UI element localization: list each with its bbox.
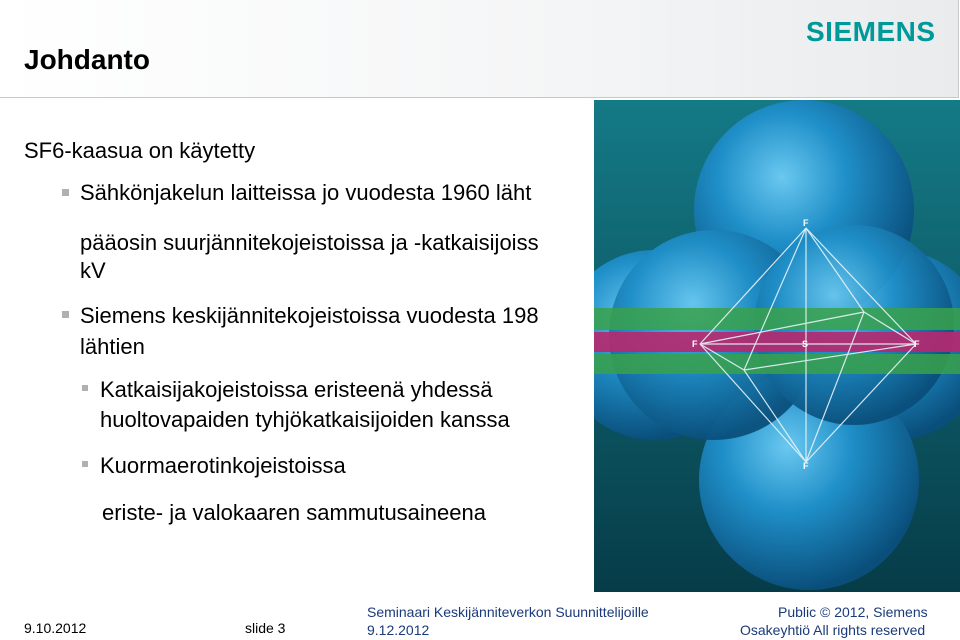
atom-label-f-right: F — [914, 339, 920, 349]
footer-slide-number: slide 3 — [245, 620, 286, 636]
bullet-line-5: lähtien — [80, 334, 145, 359]
page-title: Johdanto — [24, 44, 150, 75]
bullet-line-3: kV — [80, 258, 106, 283]
sub-bullet-line-2: huoltovapaiden tyhjökatkaisijoiden kanssa — [100, 407, 510, 432]
sub-bullet-square-icon — [82, 461, 88, 467]
content-heading: SF6-kaasua on käytetty — [24, 138, 256, 163]
footer-event-date: 9.12.2012 — [367, 622, 430, 638]
atom-label-f-left: F — [692, 339, 698, 349]
bullet-square-icon — [62, 189, 69, 196]
sf6-molecule-image — [594, 100, 960, 592]
sub-bullet-line-1: Katkaisijakojeistoissa eristeenä yhdessä — [100, 377, 493, 402]
footer-rights-line-2: Osakeyhtiö All rights reserved — [740, 622, 926, 638]
sub-bullet-square-icon — [82, 385, 88, 391]
bullet-square-icon — [62, 311, 69, 318]
atom-label-f-bottom: F — [803, 461, 809, 471]
bullet-line-4: Siemens keskijännitekojeistoissa vuodesta 198 — [80, 303, 539, 328]
bullet-line-1: Sähkönjakelun laitteissa jo vuodesta 1960 läht — [80, 180, 532, 205]
atom-label-f-top: F — [803, 218, 809, 228]
sub-bullet-line-3: Kuormaerotinkojeistoissa — [100, 453, 346, 478]
bullet-line-2: pääosin suurjännitekojeistoissa ja -katkaisijoiss — [80, 230, 539, 255]
atom-label-s-center: S — [802, 339, 809, 349]
footer-date: 9.10.2012 — [24, 620, 87, 636]
siemens-logo: SIEMENS — [806, 16, 936, 47]
sub-bullet-line-4: eriste- ja valokaaren sammutusaineena — [102, 500, 486, 525]
footer-rights-line-1: Public © 2012, Siemens — [778, 604, 928, 620]
footer-event: Seminaari Keskijänniteverkon Suunnittelijoille — [367, 604, 649, 620]
